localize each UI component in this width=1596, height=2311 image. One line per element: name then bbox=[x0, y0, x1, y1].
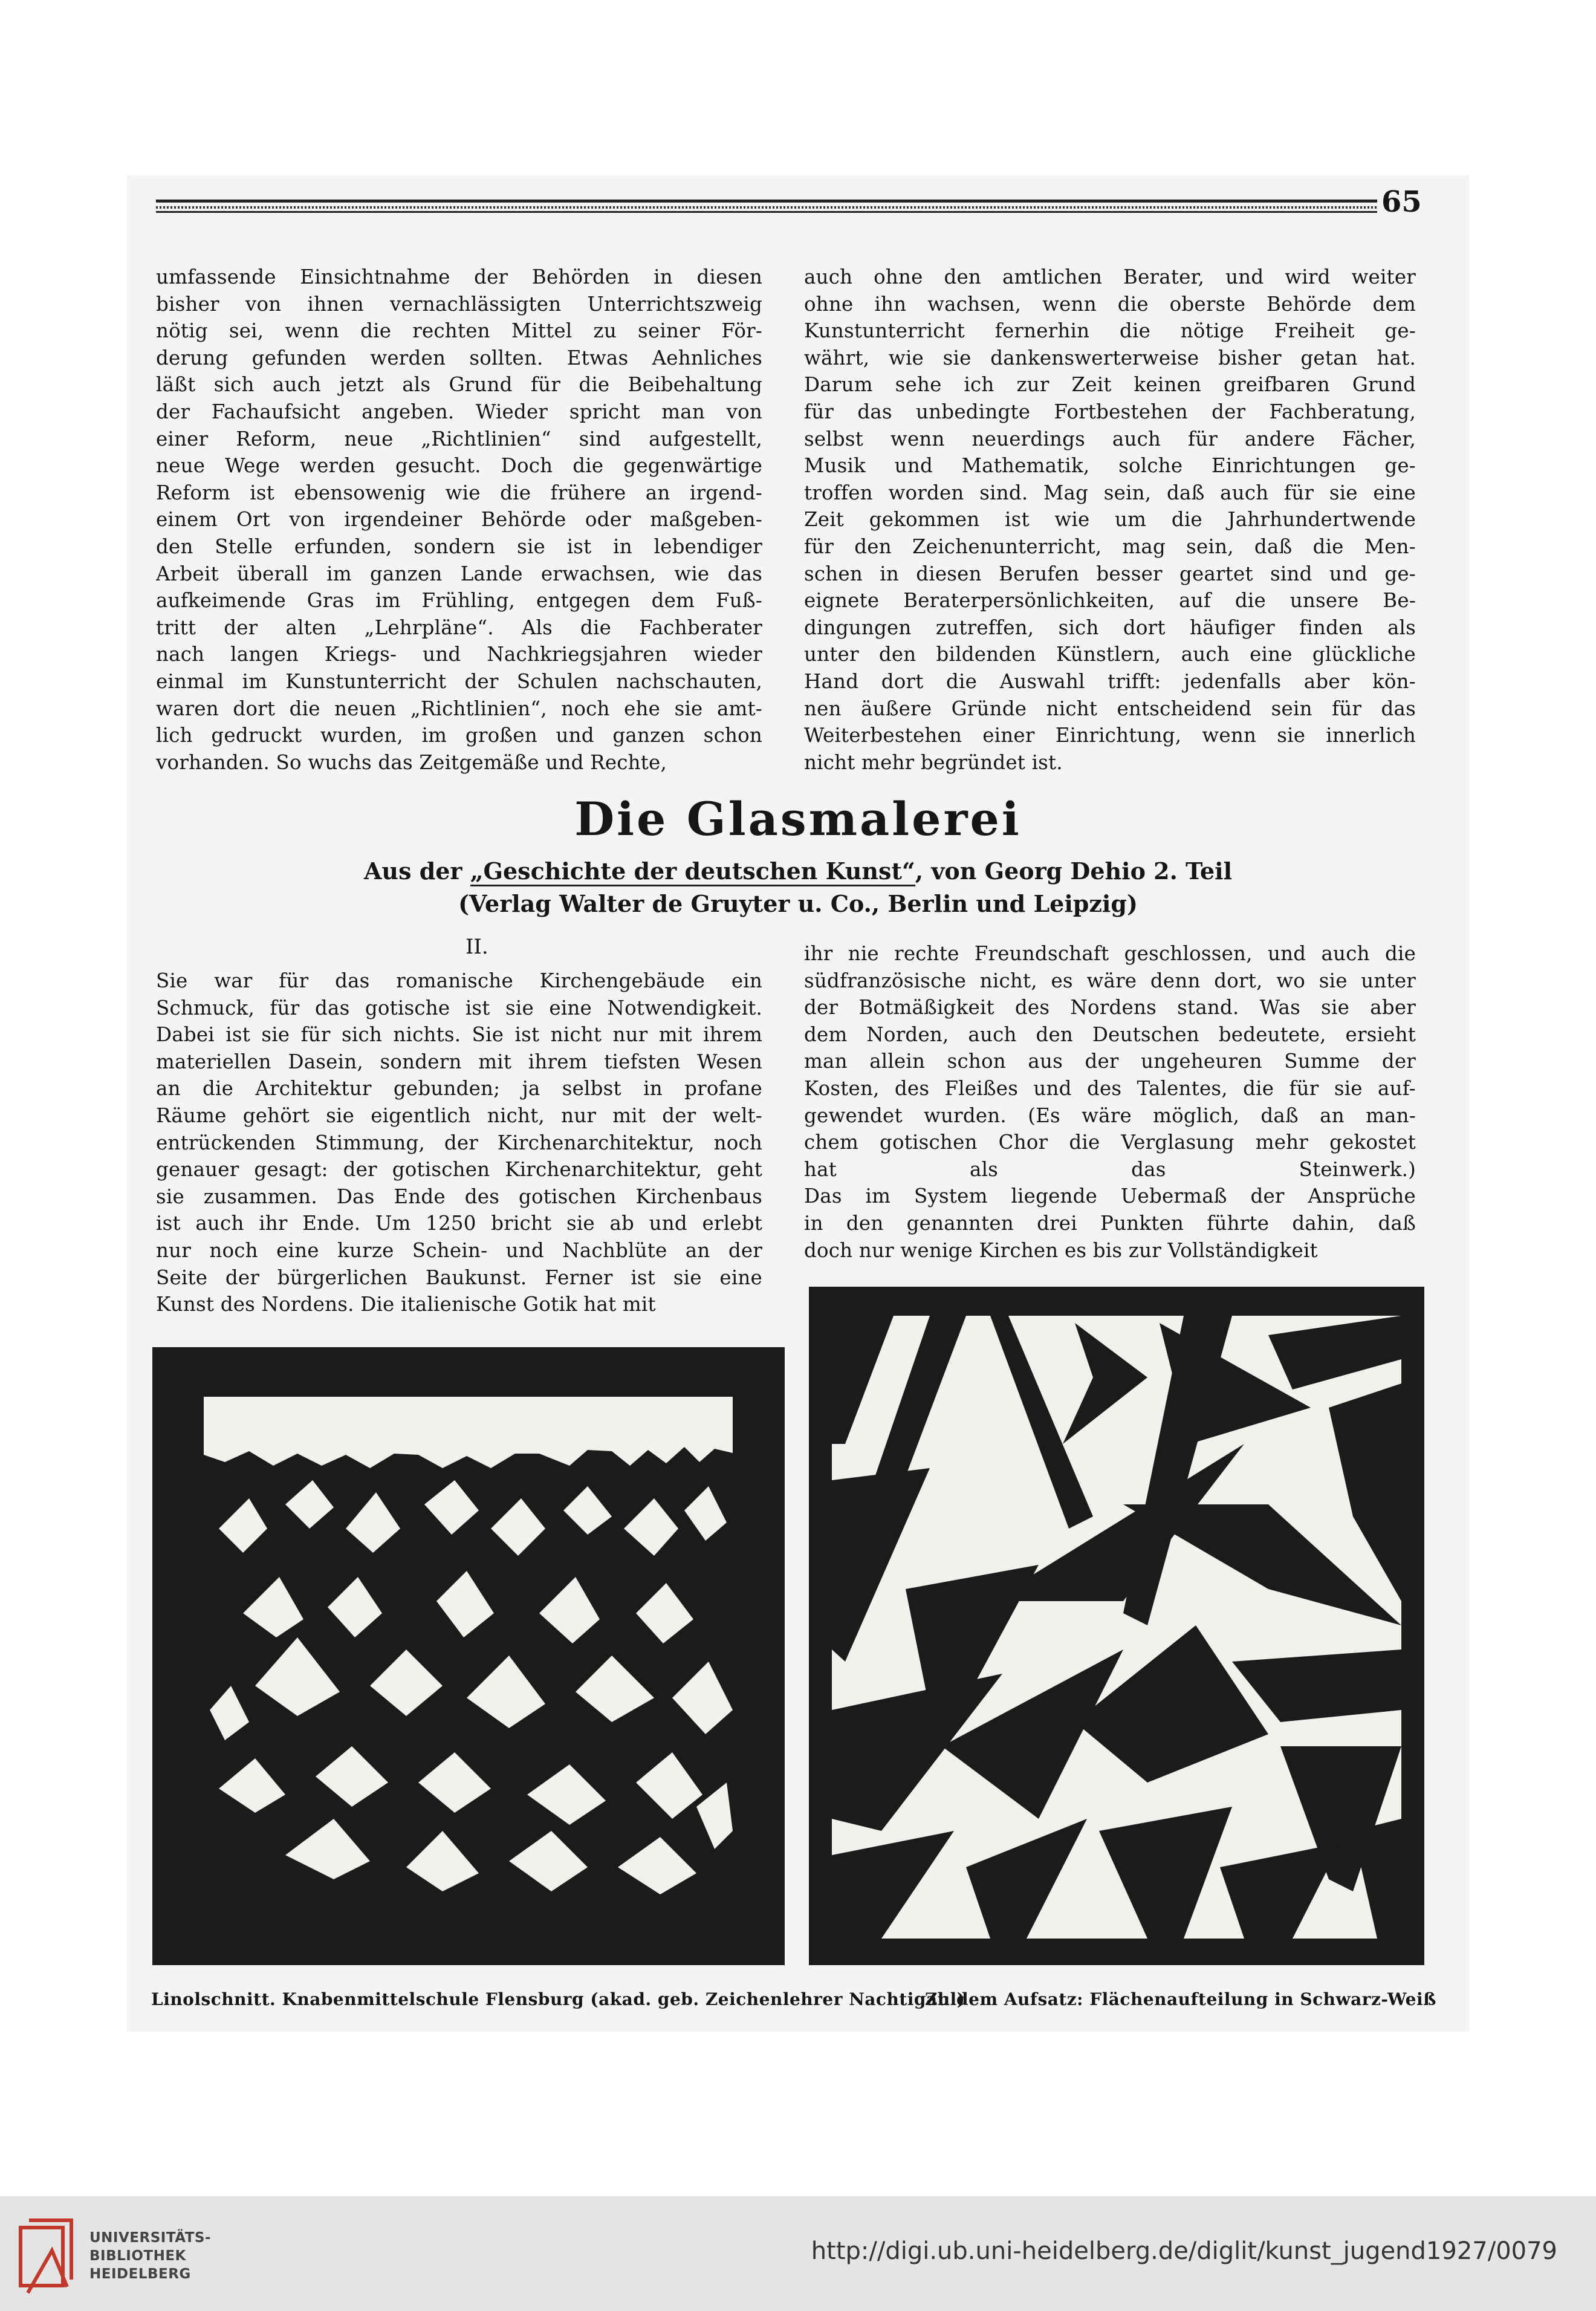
linocut-right-image bbox=[809, 1287, 1424, 1965]
text-line: Darum sehe ich zur Zeit keinen greifbaren Grund bbox=[804, 373, 1416, 397]
article-source bbox=[0, 857, 1596, 885]
text-line: Seite der bürgerlichen Baukunst. Ferner ist sie eine bbox=[156, 1266, 762, 1289]
header-rule bbox=[156, 200, 1377, 213]
text-line: aufkeimende Gras im Frühling, entgegen dem Fuß- bbox=[156, 589, 762, 613]
text-line: Weiterbestehen einer Einrichtung, wenn sie innerlich bbox=[804, 724, 1416, 747]
caption-right: Zu dem Aufsatz: Flächenaufteilung in Schwarz-Weiß bbox=[925, 1989, 1436, 2009]
source-suffix: , von Georg Dehio 2. Teil bbox=[915, 857, 1233, 885]
text-line: einem Ort von irgendeiner Behörde oder maßgeben- bbox=[156, 508, 762, 531]
section-number: II. bbox=[465, 935, 488, 959]
text-line: tritt der alten „Lehrpläne“. Als die Fachberater bbox=[156, 616, 762, 639]
text-line: Hand dort die Auswahl trifft: jedenfalls aber kön- bbox=[804, 669, 1416, 693]
text-line: an die Architektur gebunden; ja selbst in profane bbox=[156, 1077, 762, 1100]
column-top-right bbox=[804, 264, 1416, 776]
column-top-left bbox=[156, 264, 762, 776]
caption-left: Linolschnitt. Knabenmittelschule Flensburg (akad. geb. Zeichenlehrer Nachtigahl) bbox=[151, 1989, 965, 2009]
logo-line-1: UNIVERSITÄTS- bbox=[89, 2230, 212, 2246]
text-line: der Botmäßigkeit des Nordens stand. Was sie aber bbox=[804, 996, 1416, 1019]
linocut-left-image bbox=[152, 1347, 785, 1965]
text-line: der Fachaufsicht angeben. Wieder spricht man von bbox=[156, 400, 762, 423]
text-line: ohne ihn wachsen, wenn die oberste Behörde dem bbox=[804, 292, 1416, 316]
text-line: für den Zeichenunterricht, mag sein, daß die Men- bbox=[804, 535, 1416, 558]
text-line: troffen worden sind. Mag sein, daß auch für sie eine bbox=[804, 481, 1416, 504]
text-line: Das im System liegende Uebermaß der Ansprüche bbox=[804, 1185, 1416, 1208]
text-line: selbst wenn neuerdings auch für andere Fächer, bbox=[804, 427, 1416, 450]
text-line: dingungen zutreffen, sich dort häufiger finden als bbox=[804, 616, 1416, 639]
text-line: entrückenden Stimmung, der Kirchenarchitektur, noch bbox=[156, 1131, 762, 1154]
permalink-url[interactable]: http://digi.ub.uni-heidelberg.de/diglit/kunst_jugend1927/0079 bbox=[811, 2237, 1557, 2265]
linocut-left-artwork bbox=[152, 1347, 785, 1965]
text-line: man allein schon aus der ungeheuren Summe der bbox=[804, 1050, 1416, 1073]
text-line: umfassende Einsichtnahme der Behörden in diesen bbox=[156, 265, 762, 288]
text-line: nicht mehr begründet ist. bbox=[804, 750, 1063, 774]
text-line: nur noch eine kurze Schein- und Nachblüte an der bbox=[156, 1238, 762, 1262]
text-line: eignete Beraterpersönlichkeiten, auf die unsere Be- bbox=[804, 589, 1416, 613]
text-line: einer Reform, neue „Richtlinien“ sind aufgestellt, bbox=[156, 427, 762, 450]
text-line: läßt sich auch jetzt als Grund für die Beibehaltung bbox=[156, 373, 762, 397]
text-line: gewendet wurden. (Es wäre möglich, daß an man- bbox=[804, 1103, 1416, 1127]
article-publisher: (Verlag Walter de Gruyter u. Co., Berlin und Leipzig) bbox=[458, 890, 1138, 917]
text-line: lich gedruckt wurden, im großen und ganzen schon bbox=[156, 724, 762, 747]
text-line: Musik und Mathematik, solche Einrichtungen ge- bbox=[804, 454, 1416, 478]
column-bottom-left bbox=[156, 967, 762, 1318]
text-line: Schmuck, für das gotische ist sie eine Notwendigkeit. bbox=[156, 996, 762, 1019]
text-line: doch nur wenige Kirchen es bis zur Vollständigkeit bbox=[804, 1238, 1318, 1262]
text-line: für das unbedingte Fortbestehen der Fachberatung, bbox=[804, 400, 1416, 423]
text-line: Dabei ist sie für sich nichts. Sie ist nicht nur mit ihrem bbox=[156, 1023, 762, 1047]
text-line: waren dort die neuen „Richtlinien“, noch ehe sie amt- bbox=[156, 697, 762, 720]
text-line: Arbeit überall im ganzen Lande erwachsen, wie das bbox=[156, 562, 762, 585]
column-bottom-right bbox=[804, 940, 1416, 1264]
text-line: hat als das Steinwerk.) bbox=[804, 1157, 1416, 1181]
text-line: Kunstunterricht fernerhin die nötige Freiheit ge- bbox=[804, 319, 1416, 343]
source-book-title: „Geschichte der deutschen Kunst“ bbox=[470, 857, 915, 886]
text-line: genauer gesagt: der gotischen Kirchenarchitektur, geht bbox=[156, 1158, 762, 1182]
text-line: sie zusammen. Das Ende des gotischen Kirchenbaus bbox=[156, 1185, 762, 1208]
logo-line-3: HEIDELBERG bbox=[89, 2266, 191, 2282]
text-line: den Stelle erfunden, sondern sie ist in lebendiger bbox=[156, 535, 762, 558]
text-line: währt, wie sie dankenswerterweise bisher getan hat. bbox=[804, 346, 1416, 369]
text-line: südfranzösische nicht, es wäre denn dort, wo sie unter bbox=[804, 969, 1416, 992]
text-line: ist auch ihr Ende. Um 1250 bricht sie ab und erlebt bbox=[156, 1212, 762, 1235]
linocut-right-artwork bbox=[809, 1287, 1424, 1965]
text-line: Kosten, des Fleißes und des Talentes, die für sie auf- bbox=[804, 1076, 1416, 1100]
source-prefix: Aus der bbox=[363, 857, 470, 885]
library-footer bbox=[0, 2196, 1596, 2311]
logo-line-2: BIBLIOTHEK bbox=[89, 2248, 186, 2264]
text-line: chem gotischen Chor die Verglasung mehr gekostet bbox=[804, 1131, 1416, 1154]
text-line: unter den bildenden Künstlern, auch eine glückliche bbox=[804, 643, 1416, 666]
text-line: auch ohne den amtlichen Berater, und wird weiter bbox=[804, 265, 1416, 288]
text-line: materiellen Dasein, sondern mit ihrem tiefsten Wesen bbox=[156, 1050, 762, 1073]
text-line: schen in diesen Berufen besser geartet sind und ge- bbox=[804, 562, 1416, 585]
text-line: Reform ist ebensowenig wie die frühere an irgend- bbox=[156, 481, 762, 504]
article-title: Die Glasmalerei bbox=[574, 792, 1022, 846]
text-line: einmal im Kunstunterricht der Schulen nachschauten, bbox=[156, 669, 762, 693]
text-line: nach langen Kriegs- und Nachkriegsjahren wieder bbox=[156, 643, 762, 666]
page-number: 65 bbox=[1381, 185, 1422, 219]
library-logo-icon[interactable] bbox=[16, 2214, 82, 2299]
text-line: nötig sei, wenn die rechten Mittel zu seiner För- bbox=[156, 319, 762, 343]
text-line: Räume gehört sie eigentlich nicht, nur mit der welt- bbox=[156, 1103, 762, 1127]
text-line: Sie war für das romanische Kirchengebäude ein bbox=[156, 969, 762, 992]
text-line: in den genannten drei Punkten führte dahin, daß bbox=[804, 1211, 1416, 1235]
text-line: Zeit gekommen ist wie um die Jahrhundertwende bbox=[804, 508, 1416, 531]
text-line: bisher von ihnen vernachlässigten Unterrichtszweig bbox=[156, 292, 762, 316]
text-line: Kunst des Nordens. Die italienische Gotik hat mit bbox=[156, 1293, 656, 1316]
text-line: ihr nie rechte Freundschaft geschlossen, und auch die bbox=[804, 942, 1416, 965]
text-line: vorhanden. So wuchs das Zeitgemäße und Rechte, bbox=[156, 750, 667, 774]
text-line: derung gefunden werden sollten. Etwas Aehnliches bbox=[156, 346, 762, 369]
text-line: dem Norden, auch den Deutschen bedeutete, ersieht bbox=[804, 1022, 1416, 1046]
text-line: neue Wege werden gesucht. Doch die gegenwärtige bbox=[156, 454, 762, 478]
library-logo-text bbox=[89, 2229, 211, 2283]
text-line: nen äußere Gründe nicht entscheidend sein für das bbox=[804, 697, 1416, 720]
